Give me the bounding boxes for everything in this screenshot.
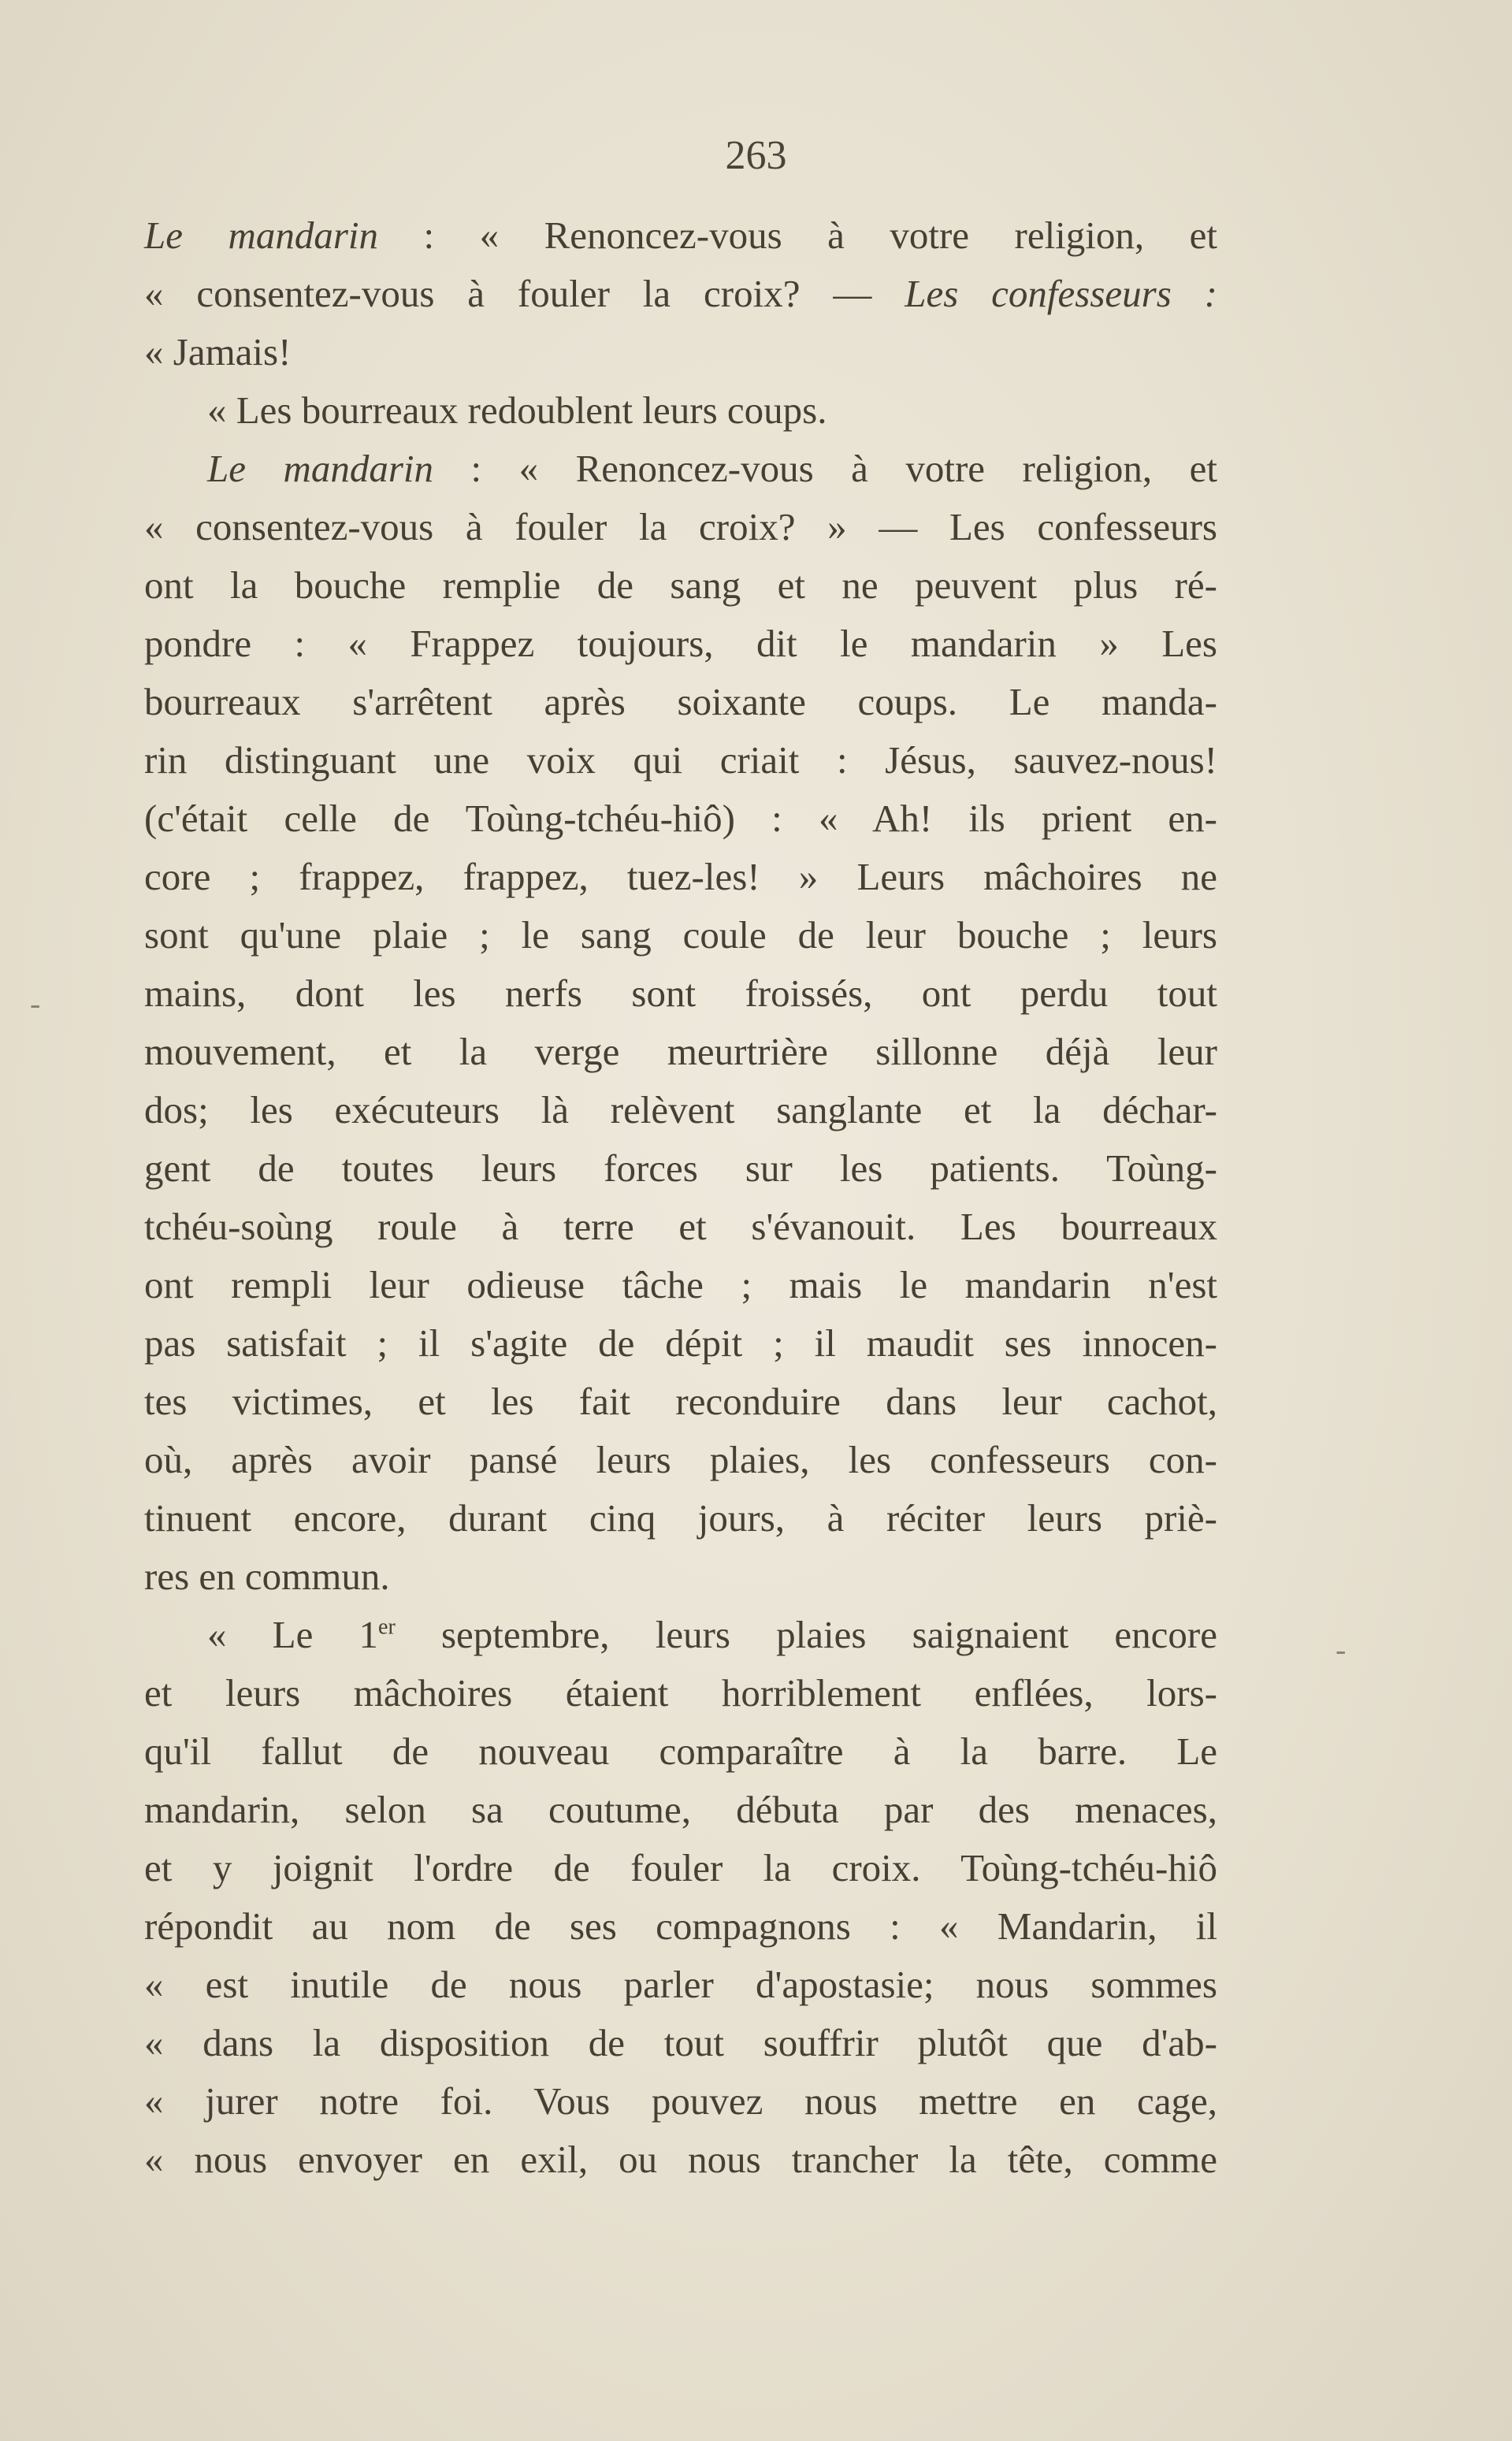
text-line [144,1547,1217,1606]
text-line [144,1956,1217,2014]
text-line [144,1839,1217,1897]
body-text [144,206,1217,2189]
text-segment: rin distinguant une voix qui criait : Jésus, sauvez-nous! [144,738,1217,782]
text-line [144,1139,1217,1198]
text-segment: « consentez-vous à fouler la croix? » — Les confesseurs [144,505,1217,548]
speaker-label: Le mandarin [144,214,379,257]
text-line [144,556,1217,615]
text-segment: mandarin, selon sa coutume, débuta par des menaces, [144,1788,1217,1831]
text-segment: « consentez-vous à fouler la croix? — [144,272,905,315]
text-line [144,1081,1217,1139]
text-segment: tchéu-soùng roule à terre et s'évanouit. Les bourreaux [144,1205,1217,1248]
text-segment: « Le 1 [207,1613,379,1656]
text-line [144,731,1217,790]
text-line [144,1023,1217,1081]
text-line [144,790,1217,848]
text-line [144,673,1217,731]
text-line [144,615,1217,673]
text-line [144,265,1217,323]
text-line [144,1489,1217,1547]
text-segment: core ; frappez, frappez, tuez-les! » Leurs mâchoires ne [144,855,1217,898]
text-segment: bourreaux s'arrêtent après soixante coups. Le manda- [144,680,1217,723]
text-line [144,1606,1217,1664]
text-segment: septembre, leurs plaies saignaient encore [395,1613,1217,1656]
text-segment: tinuent encore, durant cinq jours, à réciter leurs priè- [144,1496,1217,1540]
text-segment: gent de toutes leurs forces sur les patients. Toùng- [144,1146,1217,1190]
text-segment: mains, dont les nerfs sont froissés, ont perdu tout [144,972,1217,1015]
text-segment: et y joignit l'ordre de fouler la croix. Toùng-tchéu-hiô [144,1846,1217,1889]
text-line [144,1256,1217,1314]
text-line [144,2072,1217,2131]
text-line [144,323,1217,381]
speaker-label: Le mandarin [207,447,434,490]
page-number: 263 [725,133,787,178]
text-segment: qu'il fallut de nouveau comparaître à la barre. Le [144,1730,1217,1773]
text-segment: tes victimes, et les fait reconduire dans leur cachot, [144,1380,1217,1423]
text-line [144,1664,1217,1722]
text-line [144,1314,1217,1373]
text-segment: répondit au nom de ses compagnons : « Mandarin, il [144,1904,1217,1948]
text-line [144,1198,1217,1256]
text-segment: ont la bouche remplie de sang et ne peuvent plus ré- [144,563,1217,607]
text-line [144,1897,1217,1956]
text-segment: et leurs mâchoires étaient horriblement enflées, lors- [144,1671,1217,1715]
text-segment: er [378,1614,396,1640]
text-segment: : « Renoncez-vous à votre religion, et [433,447,1217,490]
text-line [144,2131,1217,2189]
text-segment: « Jamais! [144,330,292,373]
text-segment: pondre : « Frappez toujours, dit le mandarin » Les [144,622,1217,665]
text-line [144,906,1217,964]
text-segment: pas satisfait ; il s'agite de dépit ; il maudit ses innocen- [144,1321,1217,1365]
text-line [144,440,1217,498]
text-segment: « nous envoyer en exil, ou nous trancher la tête, comme [144,2138,1217,2181]
text-line [144,206,1217,265]
text-segment: : « Renoncez-vous à votre religion, et [378,214,1217,257]
text-segment: (c'était celle de Toùng-tchéu-hiô) : « Ah! ils prient en- [144,797,1217,840]
margin-mark: ‐ [1336,1632,1347,1667]
text-line [144,1722,1217,1781]
text-segment: res en commun. [144,1555,390,1598]
text-segment: « jurer notre foi. Vous pouvez nous mettre en cage, [144,2079,1217,2123]
text-line [144,848,1217,906]
text-segment: « est inutile de nous parler d'apostasie; nous sommes [144,1963,1217,2006]
text-segment: où, après avoir pansé leurs plaies, les confesseurs con- [144,1438,1217,1481]
text-line [144,498,1217,556]
text-line [144,1781,1217,1839]
text-line [144,964,1217,1023]
text-segment: dos; les exécuteurs là relèvent sanglante et la déchar- [144,1088,1217,1131]
text-line [144,1431,1217,1489]
text-line [144,381,1217,440]
text-segment: mouvement, et la verge meurtrière sillonne déjà leur [144,1030,1217,1073]
text-line [144,1373,1217,1431]
speaker-label: Les confesseurs : [905,272,1217,315]
text-segment: « Les bourreaux redoublent leurs coups. [207,388,827,432]
text-line [144,2014,1217,2072]
text-segment: ont rempli leur odieuse tâche ; mais le mandarin n'est [144,1263,1217,1306]
text-segment: sont qu'une plaie ; le sang coule de leur bouche ; leurs [144,913,1217,957]
margin-mark: ‐ [30,986,41,1021]
text-segment: « dans la disposition de tout souffrir plutôt que d'ab- [144,2021,1217,2064]
